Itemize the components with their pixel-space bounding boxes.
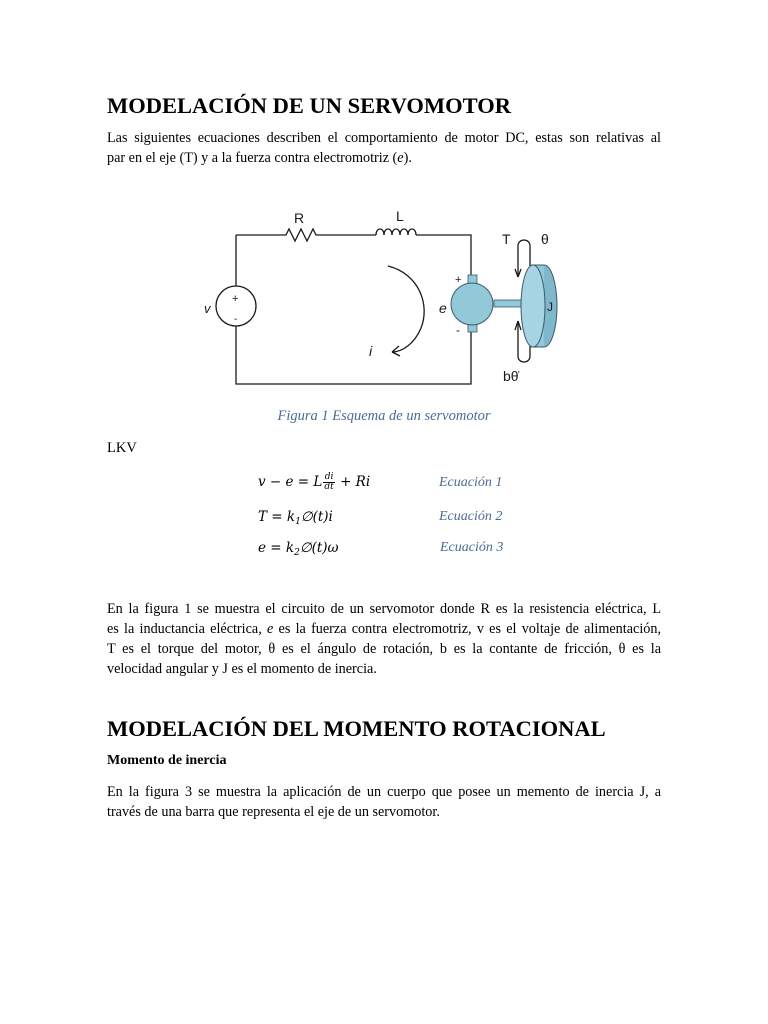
- figure-caption: Figura 1 Esquema de un servomotor: [277, 408, 491, 424]
- current-arrow: [388, 266, 424, 352]
- subheading-moment-of-inertia: Momento de inercia: [107, 753, 227, 768]
- intro-line-2: par en el eje (T) y a la fuerza contra electromotriz (e).: [107, 150, 412, 166]
- description-line-2: es la inductancia eléctrica, e es la fuerza contra electromotriz, v es el voltaje de alimentación,: [107, 621, 661, 637]
- intro-line-1: Las siguientes ecuaciones describen el comportamiento de motor DC, estas son relativas al: [107, 130, 661, 146]
- wire-top: [236, 229, 376, 241]
- section-heading-rotational-moment: MODELACIÓN DEL MOMENTO ROTACIONAL: [107, 716, 606, 741]
- equation-1-label: Ecuación 1: [439, 475, 503, 490]
- wire-left: [236, 235, 471, 384]
- servomotor-circuit-diagram: [196, 200, 576, 395]
- label-T: T: [502, 231, 511, 247]
- label-v: v: [204, 301, 211, 316]
- label-i: i: [369, 343, 373, 359]
- description-line-1: En la figura 1 se muestra el circuito de un servomotor donde R es la resistencia eléctrica, L: [107, 601, 661, 617]
- label-e: e: [439, 300, 447, 316]
- fraction-di-dt: $\frac{di}{dt}$: [324, 472, 334, 492]
- equation-2: $T = k_1\emptyset(t)i$: [258, 509, 333, 527]
- wire-top-right: [416, 235, 471, 275]
- description-line-4: velocidad angular y J es el momento de inercia.: [107, 661, 377, 677]
- equation-3-label: Ecuación 3: [440, 540, 504, 555]
- lkv-label: LKV: [107, 440, 137, 456]
- label-J: J: [547, 300, 553, 314]
- section-heading-servomotor: MODELACIÓN DE UN SERVOMOTOR: [107, 93, 512, 118]
- equation-2-label: Ecuación 2: [439, 509, 503, 524]
- label-source-plus: +: [232, 293, 239, 305]
- description-paragraph: [107, 599, 661, 679]
- label-motor-minus: -: [456, 323, 460, 337]
- inertia-line-2: través de una barra que representa el eje de un servomotor.: [107, 804, 440, 820]
- motor-body: [451, 283, 493, 325]
- inertia-paragraph: [107, 782, 661, 822]
- description-line-3: T es el torque del motor, θ es el ángulo de rotación, b es la contante de fricción, θ es la: [107, 641, 661, 657]
- inductor-coil: [376, 229, 416, 235]
- label-L: L: [396, 208, 404, 224]
- equation-1: v − e = L $\frac{di}{dt}$ + Ri: [258, 472, 371, 492]
- inertia-line-1: En la figura 3 se muestra la aplicación de un cuerpo que posee un memento de inercia J, a: [107, 784, 661, 800]
- intro-paragraph: [107, 128, 661, 168]
- label-b-theta-dot: bθ̇: [503, 368, 519, 384]
- label-motor-plus: +: [455, 274, 462, 286]
- equation-3: $e = k_2\emptyset(t)\omega$: [258, 540, 339, 558]
- inertia-disc: [521, 265, 545, 347]
- label-theta: θ: [541, 231, 549, 247]
- label-source-minus: -: [234, 314, 238, 325]
- label-R: R: [294, 210, 305, 226]
